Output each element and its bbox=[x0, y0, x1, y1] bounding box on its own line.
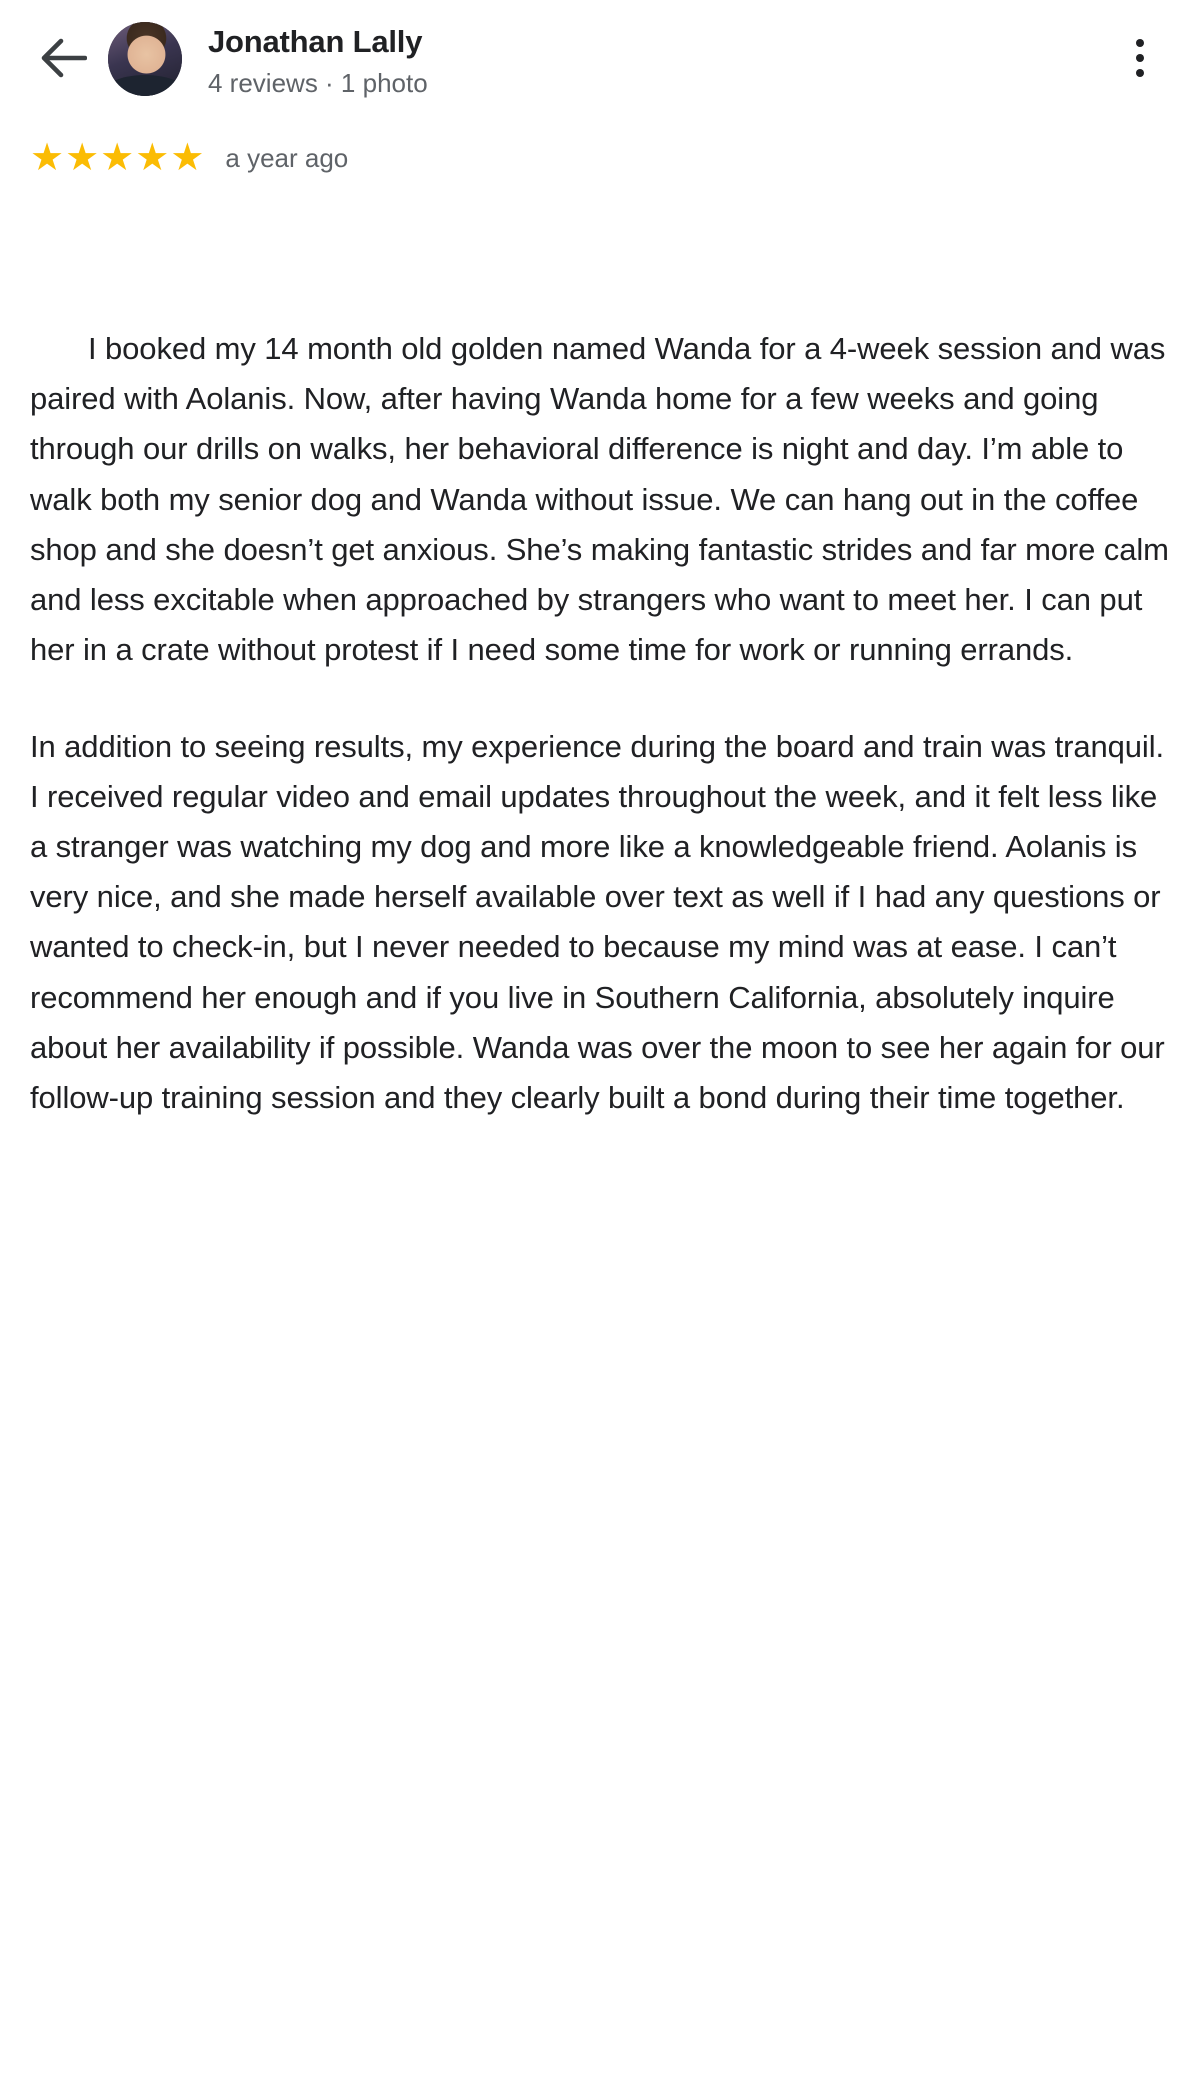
review-header bbox=[0, 0, 1200, 120]
more-vertical-icon-dot-2 bbox=[1136, 54, 1144, 62]
review-paragraph-2: In addition to seeing results, my experience during the board and train was tranquil. I received regular video and email updates throughout the week, and it felt less like a stranger was watching my dog and more like a knowledgeable friend. Aolanis is very nice, and she made herself available over text as well if I had any questions or wanted to check-in, but I never needed to because my mind was at ease. I can’t recommend her enough and if you live in Southern California, absolutely inquire about her availability if possible. Wanda was over the moon to see her again for our follow-up training session and they clearly built a bond during their time together. bbox=[30, 728, 1165, 1116]
reviewer-name: Jonathan Lally bbox=[208, 24, 423, 59]
review-text bbox=[0, 184, 1200, 1123]
star-icon-2: ★ bbox=[65, 137, 101, 179]
rating-row bbox=[0, 120, 1200, 184]
more-options-button[interactable] bbox=[1108, 22, 1172, 94]
more-vertical-icon-dot-1 bbox=[1136, 39, 1144, 47]
back-button[interactable] bbox=[28, 22, 100, 94]
star-icon-5: ★ bbox=[170, 137, 206, 179]
star-rating bbox=[30, 139, 205, 177]
review-timestamp: a year ago bbox=[225, 142, 349, 173]
more-vertical-icon-dot-3 bbox=[1136, 69, 1144, 77]
arrow-left-icon bbox=[41, 38, 87, 78]
star-icon-4: ★ bbox=[135, 137, 171, 179]
avatar-shoulder bbox=[108, 75, 182, 96]
star-icon-3: ★ bbox=[100, 137, 136, 179]
star-icon-1: ★ bbox=[30, 137, 66, 179]
reviewer-stats: 4 reviews · 1 photo bbox=[208, 67, 428, 98]
avatar[interactable] bbox=[108, 22, 182, 96]
review-paragraph-1: I booked my 14 month old golden named Wanda for a 4-week session and was paired with Aolanis. Now, after having Wanda home for a few weeks and going through our drills on walks, her behavioral difference is night and day. I’m able to walk both my senior dog and Wanda without issue. We can hang out in the coffee shop and she doesn’t get anxious. She’s making fantastic strides and far more calm and less excitable when approached by strangers who want to meet her. I can put her in a crate without protest if I need some time for work or running errands. bbox=[30, 331, 1169, 668]
reviewer-info bbox=[208, 18, 1108, 101]
